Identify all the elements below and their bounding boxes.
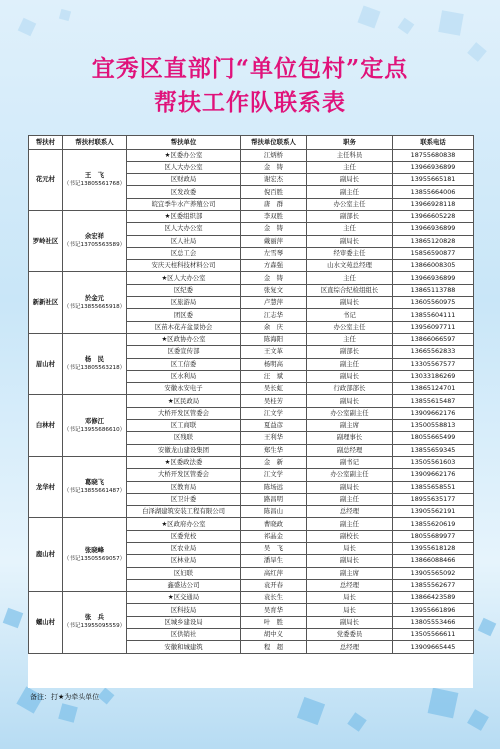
- village-contact: [63, 333, 127, 394]
- phone-number: 13855615487: [393, 395, 474, 407]
- unit-contact: 祁晶金: [241, 530, 307, 542]
- village-contact-phone: （书记13955686610）: [63, 426, 126, 433]
- position: 经审委主任: [307, 247, 393, 259]
- phone-number: 13865113788: [393, 284, 474, 296]
- table-row: [29, 210, 474, 222]
- village-contact-name: 王 飞: [84, 170, 105, 179]
- phone-number: 13500558813: [393, 420, 474, 432]
- unit-name: ★区委政法委: [127, 456, 241, 468]
- unit-contact: 唐 群: [241, 198, 307, 210]
- unit-name: 安徽龙山建设集团: [127, 444, 241, 456]
- position: 办公室主任: [307, 321, 393, 333]
- phone-number: 13855658551: [393, 481, 474, 493]
- unit-name: 区工商联: [127, 420, 241, 432]
- unit-contact: 金 铸: [241, 223, 307, 235]
- position: 书记: [307, 309, 393, 321]
- unit-contact: 陈昌山: [241, 506, 307, 518]
- position: 办公室主任: [307, 198, 393, 210]
- phone-number: 13605560975: [393, 297, 474, 309]
- position: 副总经理: [307, 444, 393, 456]
- unit-name: 区残联: [127, 432, 241, 444]
- phone-number: 13505566611: [393, 629, 474, 641]
- unit-name: 皖宜季牛水产养殖公司: [127, 198, 241, 210]
- unit-contact: 陈海阳: [241, 333, 307, 345]
- unit-name: 区工信委: [127, 358, 241, 370]
- position: 副局长: [307, 395, 393, 407]
- unit-contact: 江炳桥: [241, 149, 307, 161]
- village-name: 白林村: [29, 395, 63, 456]
- position: 党委委员: [307, 629, 393, 641]
- village-contact-name: 张晓峰: [84, 545, 105, 554]
- header-village: 帮扶村: [29, 136, 63, 150]
- unit-contact: 倪百胜: [241, 186, 307, 198]
- phone-number: 13966936899: [393, 272, 474, 284]
- position: 副主席: [307, 420, 393, 432]
- unit-name: 大桥开发区管委会: [127, 407, 241, 419]
- table-row: [29, 456, 474, 468]
- phone-number: 13955665181: [393, 174, 474, 186]
- phone-number: 13865124701: [393, 383, 474, 395]
- unit-name: ★区政协办公室: [127, 333, 241, 345]
- position: 副局长: [307, 297, 393, 309]
- unit-contact: 曹晓政: [241, 518, 307, 530]
- village-name: 螺山村: [29, 592, 63, 653]
- unit-name: 鑫盛达公司: [127, 579, 241, 591]
- phone-number: 13909662176: [393, 407, 474, 419]
- phone-number: 13905562191: [393, 506, 474, 518]
- unit-contact: 金 铸: [241, 272, 307, 284]
- unit-contact: 汪 斌: [241, 370, 307, 382]
- unit-contact: 王文革: [241, 346, 307, 358]
- phone-number: 13966936899: [393, 161, 474, 173]
- unit-name: 区纪委: [127, 284, 241, 296]
- position: 副局长: [307, 235, 393, 247]
- unit-contact: 卢慧萍: [241, 297, 307, 309]
- unit-contact: 袁长生: [241, 592, 307, 604]
- position: 副理事长: [307, 432, 393, 444]
- phone-number: 13966936899: [393, 223, 474, 235]
- position: 副部长: [307, 346, 393, 358]
- unit-name: 区苗木花卉盆景协会: [127, 321, 241, 333]
- position: 副局长: [307, 481, 393, 493]
- position: 办公室副主任: [307, 407, 393, 419]
- unit-contact: 路昌明: [241, 493, 307, 505]
- position: 副局长: [307, 555, 393, 567]
- unit-contact: 吴育华: [241, 604, 307, 616]
- position: 副局长: [307, 370, 393, 382]
- unit-name: 区人大办公室: [127, 161, 241, 173]
- village-contact-name: 於金元: [84, 293, 105, 302]
- unit-contact: 高红萍: [241, 567, 307, 579]
- page-title-line2: 帮扶工作队联系表: [154, 89, 346, 116]
- unit-contact: 戴丽萍: [241, 235, 307, 247]
- unit-contact: 张复文: [241, 284, 307, 296]
- unit-contact: 谢宏杰: [241, 174, 307, 186]
- table-row: [29, 518, 474, 530]
- unit-name: 区供销社: [127, 629, 241, 641]
- village-contact: [63, 395, 127, 456]
- village-contact-name: 邓修江: [84, 416, 105, 425]
- position: 副校长: [307, 530, 393, 542]
- unit-contact: 方森强: [241, 260, 307, 272]
- unit-contact: 叶 胜: [241, 616, 307, 628]
- position: 主任: [307, 272, 393, 284]
- village-contact-name: 杨 民: [84, 355, 105, 364]
- unit-contact: 吴 飞: [241, 543, 307, 555]
- table-row: [29, 333, 474, 345]
- unit-contact: 程 超: [241, 641, 307, 653]
- phone-number: 13665562833: [393, 346, 474, 358]
- header-unit: 帮扶单位: [127, 136, 241, 150]
- village-contact: [63, 592, 127, 653]
- unit-name: 区水利局: [127, 370, 241, 382]
- unit-name: 区人社局: [127, 235, 241, 247]
- unit-name: 区妇联: [127, 567, 241, 579]
- phone-number: 13505561603: [393, 456, 474, 468]
- unit-contact: 左雪琴: [241, 247, 307, 259]
- village-contact-phone: （书记13955095559）: [63, 623, 126, 630]
- village-contact: [63, 456, 127, 517]
- village-contact: [63, 210, 127, 271]
- position: 副局长: [307, 174, 393, 186]
- unit-name: ★区委组织部: [127, 210, 241, 222]
- unit-name: 团区委: [127, 309, 241, 321]
- phone-number: 13866066597: [393, 333, 474, 345]
- phone-number: 13866423589: [393, 592, 474, 604]
- village-name: 眉山村: [29, 333, 63, 394]
- unit-contact: 余 庆: [241, 321, 307, 333]
- table-row: [29, 592, 474, 604]
- village-contact-phone: （书记13805561768）: [63, 180, 126, 187]
- unit-contact: 郑生华: [241, 444, 307, 456]
- unit-name: 白泽湖建筑安装工程有限公司: [127, 506, 241, 518]
- header-phone: 联系电话: [393, 136, 474, 150]
- position: 副主任: [307, 493, 393, 505]
- unit-name: ★区交通局: [127, 592, 241, 604]
- village-contact-phone: （书记13855661487）: [63, 488, 126, 495]
- village-contact-phone: （书记13505569057）: [63, 555, 126, 562]
- phone-number: 13855562677: [393, 579, 474, 591]
- unit-name: 区卫计委: [127, 493, 241, 505]
- position: 行政部部长: [307, 383, 393, 395]
- unit-name: 区教育局: [127, 481, 241, 493]
- table-header-row: [29, 136, 474, 150]
- unit-name: 区科技局: [127, 604, 241, 616]
- phone-number: 13033186269: [393, 370, 474, 382]
- unit-name: 区城乡建设局: [127, 616, 241, 628]
- position: 副主席: [307, 567, 393, 579]
- unit-name: 安庆天柱科技材料公司: [127, 260, 241, 272]
- phone-number: 13866008305: [393, 260, 474, 272]
- phone-number: 13955618128: [393, 543, 474, 555]
- village-name: 罗岭社区: [29, 210, 63, 271]
- phone-number: 18955635177: [393, 493, 474, 505]
- unit-name: 区林业局: [127, 555, 241, 567]
- phone-number: 13905565092: [393, 567, 474, 579]
- phone-number: 13956097711: [393, 321, 474, 333]
- phone-number: 13855659345: [393, 444, 474, 456]
- table-row: [29, 395, 474, 407]
- phone-number: 13855604111: [393, 309, 474, 321]
- village-contact-name: 余宏祥: [84, 232, 105, 241]
- phone-number: 13966605228: [393, 210, 474, 222]
- position: 局长: [307, 604, 393, 616]
- unit-contact: 吴桂芳: [241, 395, 307, 407]
- position: 副局长: [307, 616, 393, 628]
- unit-contact: 潘旱生: [241, 555, 307, 567]
- village-name: 鹿山村: [29, 518, 63, 592]
- unit-name: 区委宣传部: [127, 346, 241, 358]
- phone-number: 13909665445: [393, 641, 474, 653]
- page-title-line1: 宜秀区直部门“单位包村”定点: [91, 55, 409, 82]
- phone-number: 13865120828: [393, 235, 474, 247]
- village-contact-phone: （书记13855665918）: [63, 303, 126, 310]
- position: 副主任: [307, 518, 393, 530]
- position: 主任: [307, 333, 393, 345]
- village-contact-name: 张 兵: [84, 613, 105, 622]
- unit-name: ★区委办公室: [127, 149, 241, 161]
- unit-name: 区人大办公室: [127, 223, 241, 235]
- unit-contact: 陈场远: [241, 481, 307, 493]
- village-contact-phone: （书记13705563589）: [63, 242, 126, 249]
- position: 副部长: [307, 210, 393, 222]
- position: 局长: [307, 592, 393, 604]
- unit-contact: 江文学: [241, 407, 307, 419]
- position: 主任: [307, 223, 393, 235]
- unit-name: ★区民政局: [127, 395, 241, 407]
- table-body: [29, 149, 474, 653]
- village-name: 龙华村: [29, 456, 63, 517]
- position: 主任: [307, 161, 393, 173]
- unit-name: 区总工会: [127, 247, 241, 259]
- unit-name: 安徽和城建筑: [127, 641, 241, 653]
- table-row: [29, 272, 474, 284]
- unit-contact: 李双胜: [241, 210, 307, 222]
- unit-name: 安徽永安电子: [127, 383, 241, 395]
- unit-name: 区发改委: [127, 186, 241, 198]
- village-contact: [63, 518, 127, 592]
- unit-contact: 金 铸: [241, 161, 307, 173]
- position: 副书记: [307, 456, 393, 468]
- phone-number: 18755680838: [393, 149, 474, 161]
- unit-name: 区旅游局: [127, 297, 241, 309]
- position: 总经理: [307, 506, 393, 518]
- unit-name: 大桥开发区管委会: [127, 469, 241, 481]
- unit-contact: 江志华: [241, 309, 307, 321]
- contact-table: [28, 135, 474, 654]
- unit-contact: 胡中义: [241, 629, 307, 641]
- position: 区直综合纪检组组长: [307, 284, 393, 296]
- phone-number: 13966928118: [393, 198, 474, 210]
- position: 办公室副主任: [307, 469, 393, 481]
- phone-number: 13855620619: [393, 518, 474, 530]
- table-row: [29, 149, 474, 161]
- header-unit-contact: 帮扶单位联系人: [241, 136, 307, 150]
- position: 总经理: [307, 579, 393, 591]
- position: 山水文苑总经理: [307, 260, 393, 272]
- unit-contact: 吴长虹: [241, 383, 307, 395]
- phone-number: 13866088466: [393, 555, 474, 567]
- phone-number: 15856590877: [393, 247, 474, 259]
- position: 副主任: [307, 186, 393, 198]
- position: 副主任: [307, 358, 393, 370]
- unit-contact: 袁开春: [241, 579, 307, 591]
- phone-number: 18055689977: [393, 530, 474, 542]
- header-village-contact: 帮扶村联系人: [63, 136, 127, 150]
- unit-contact: 王利华: [241, 432, 307, 444]
- unit-name: 区农业局: [127, 543, 241, 555]
- phone-number: 13805553466: [393, 616, 474, 628]
- unit-name: ★区政府办公室: [127, 518, 241, 530]
- unit-name: ★区人大办公室: [127, 272, 241, 284]
- header-position: 职务: [307, 136, 393, 150]
- village-contact: [63, 272, 127, 333]
- phone-number: 13955661896: [393, 604, 474, 616]
- phone-number: 18055665499: [393, 432, 474, 444]
- village-contact-phone: （书记13805563218）: [63, 365, 126, 372]
- phone-number: 13855664006: [393, 186, 474, 198]
- village-contact-name: 葛晓飞: [84, 478, 105, 487]
- unit-contact: 夏益彦: [241, 420, 307, 432]
- village-contact: [63, 149, 127, 210]
- unit-name: 区委党校: [127, 530, 241, 542]
- unit-name: 区财政局: [127, 174, 241, 186]
- unit-contact: 金 新: [241, 456, 307, 468]
- position: 总经理: [307, 641, 393, 653]
- position: 主任科员: [307, 149, 393, 161]
- phone-number: 13909662176: [393, 469, 474, 481]
- footnote: 备注：打★为牵头单位: [30, 693, 100, 701]
- village-name: 花元村: [29, 149, 63, 210]
- unit-contact: 杨明高: [241, 358, 307, 370]
- phone-number: 13305567577: [393, 358, 474, 370]
- village-name: 新新社区: [29, 272, 63, 333]
- position: 局长: [307, 543, 393, 555]
- unit-contact: 江文学: [241, 469, 307, 481]
